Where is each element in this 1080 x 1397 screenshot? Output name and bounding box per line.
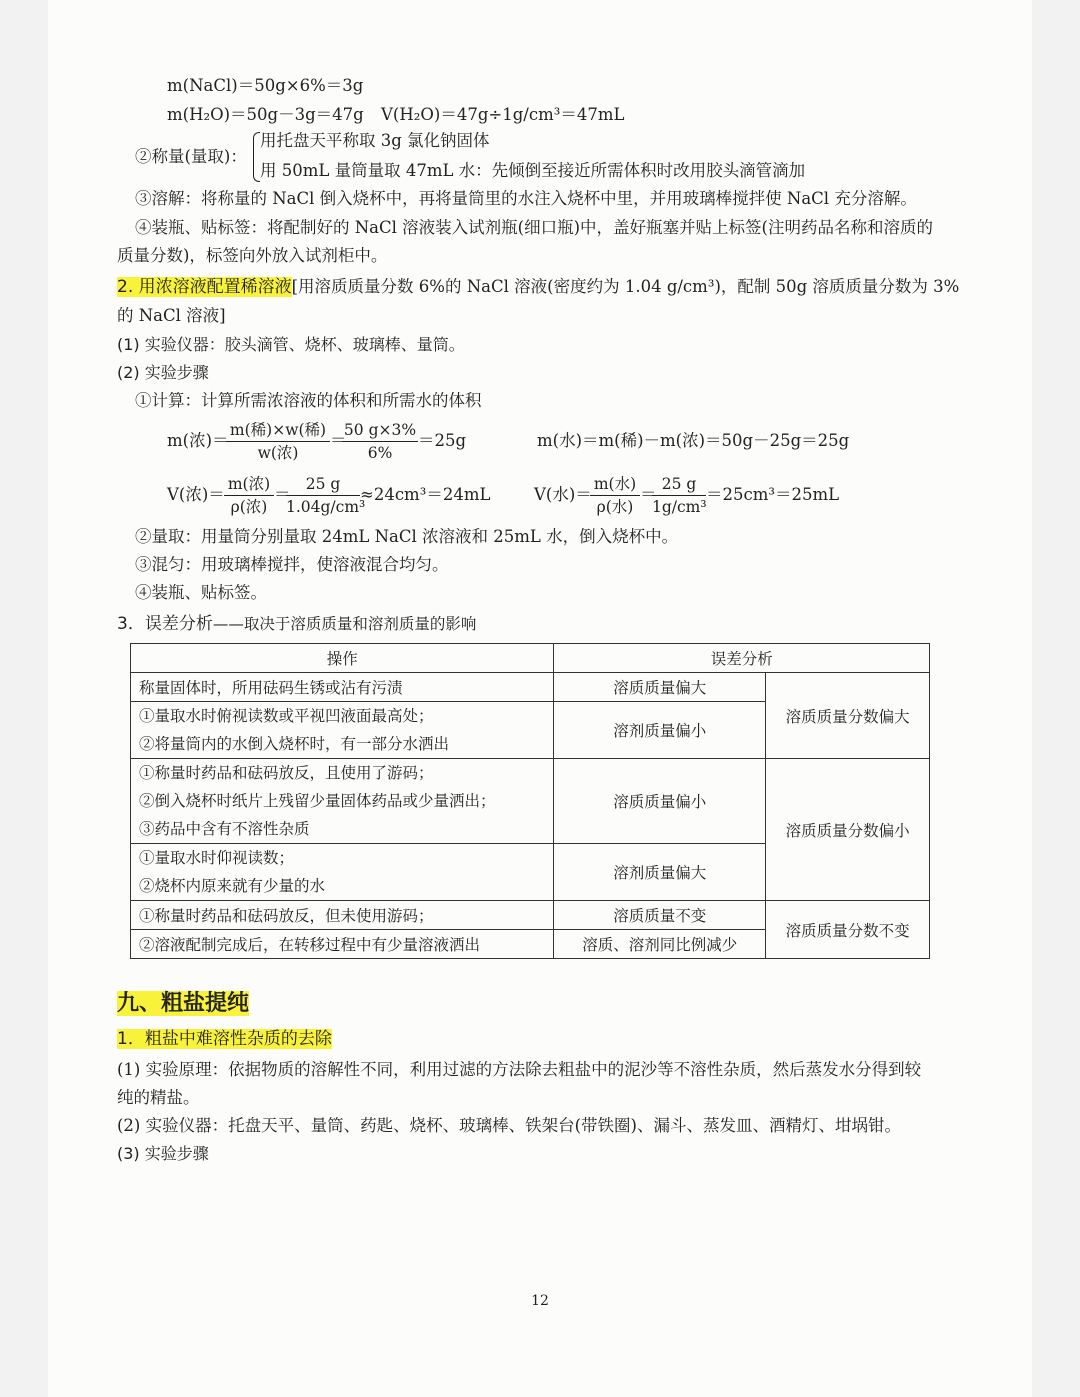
section-3-subtitle: ——取决于溶质质量和溶剂质量的影响 xyxy=(212,615,477,633)
row-6-analysis: 溶质、溶剂同比例减少 xyxy=(554,930,766,959)
section-9-heading xyxy=(117,990,249,1019)
section-2-title: 2. 用浓溶液配置稀溶液 xyxy=(117,277,292,297)
bottle-step-line-1: ④装瓶、贴标签：将配制好的 NaCl 溶液装入试剂瓶(细口瓶)中，盖好瓶塞并贴上标签(注明药品名称和溶质的 xyxy=(135,218,933,237)
weigh-line-2: 用 50mL 量筒量取 47mL 水：先倾倒至接近所需体积时改用胶头滴管滴加 xyxy=(260,161,806,180)
section-3-title: 3．误差分析 xyxy=(117,614,213,634)
formula-2: m(水)＝m(稀)－m(浓)＝50g－25g＝25g xyxy=(537,431,850,450)
formula-1-fraction-a xyxy=(226,420,330,463)
section-2-step-2: ②量取：用量筒分别量取 24mL NaCl 浓溶液和 25mL 水，倒入烧杯中。 xyxy=(135,527,679,546)
calc-m-h2o: m(H₂O)＝50g－3g＝47g xyxy=(167,105,364,124)
row-4-operation-line-2: ②烧杯内原来就有少量的水 xyxy=(139,877,326,895)
section-9-steps: (3) 实验步骤 xyxy=(117,1144,209,1163)
formula-1-den-a: w(浓) xyxy=(257,444,299,462)
formula-3-num-b: 25 g xyxy=(305,475,341,493)
formula-3-rhs: ≈24cm³＝24mL xyxy=(360,485,491,504)
calc-v-h2o: V(H₂O)＝47g÷1g/cm³＝47mL xyxy=(381,105,625,124)
error-analysis-table xyxy=(130,643,930,959)
formula-4-eq: ＝ xyxy=(640,485,657,504)
row-2-operation xyxy=(131,702,554,759)
section-2-desc: [用溶质质量分数 6%的 NaCl 溶液(密度约为 1.04 g/cm³)，配制 50g 溶质质量分数为 3% xyxy=(291,277,960,296)
formula-4-lhs: V(水)＝ xyxy=(534,485,592,504)
formula-1-eq: ＝ xyxy=(330,431,347,450)
formula-4-fraction-a xyxy=(590,474,640,517)
section-2-instruments: (1) 实验仪器：胶头滴管、烧杯、玻璃棒、量筒。 xyxy=(117,335,465,354)
section-9-instruments: (2) 实验仪器：托盘天平、量筒、药匙、烧杯、玻璃棒、铁架台(带铁圈)、漏斗、蒸发皿、酒精灯、坩埚钳。 xyxy=(117,1116,901,1135)
formula-3-num-a: m(浓) xyxy=(227,475,271,493)
section-2-steps-label: (2) 实验步骤 xyxy=(117,363,209,382)
table-header-row xyxy=(131,644,930,673)
formula-1-lhs: m(浓)＝ xyxy=(167,431,229,450)
section-9-sub-heading xyxy=(117,1028,332,1050)
row-5-operation: ①称量时药品和砝码放反，但未使用游码； xyxy=(131,901,554,930)
row-6-operation: ②溶液配制完成后，在转移过程中有少量溶液洒出 xyxy=(131,930,554,959)
section-2-heading xyxy=(117,276,959,298)
header-operation: 操作 xyxy=(131,644,554,673)
row-1-analysis: 溶质质量偏大 xyxy=(554,673,766,702)
formula-1-num-a: m(稀)×w(稀) xyxy=(229,421,327,439)
formula-4-fraction-b xyxy=(652,474,706,517)
section-9-sub-1: 1．粗盐中难溶性杂质的去除 xyxy=(117,1029,332,1049)
group-1-result: 溶质质量分数偏大 xyxy=(766,673,930,759)
section-2-desc-2: 的 NaCl 溶液] xyxy=(117,306,226,325)
section-3-heading xyxy=(117,613,476,635)
page-number: 12 xyxy=(531,1293,549,1309)
row-2-analysis: 溶剂质量偏小 xyxy=(554,702,766,759)
formula-1-rhs: ＝25g xyxy=(418,431,467,450)
formula-4-num-b: 25 g xyxy=(661,475,697,493)
formula-4-den-b: 1g/cm³ xyxy=(652,498,707,516)
row-3-operation-line-2: ②倒入烧杯时纸片上残留少量固体药品或少量洒出； xyxy=(139,792,496,810)
section-2-step-1: ①计算：计算所需浓溶液的体积和所需水的体积 xyxy=(135,391,482,410)
section-9-principle-1: (1) 实验原理：依据物质的溶解性不同，利用过滤的方法除去粗盐中的泥沙等不溶性杂质，然后蒸发水分得到较 xyxy=(117,1060,922,1079)
table-row xyxy=(131,901,930,930)
section-2-step-3: ③混匀：用玻璃棒搅拌，使溶液混合均匀。 xyxy=(135,555,449,574)
bottle-step-line-2: 质量分数)，标签向外放入试剂柜中。 xyxy=(117,246,388,265)
row-4-operation xyxy=(131,844,554,901)
row-3-analysis: 溶质质量偏小 xyxy=(554,759,766,844)
row-2-operation-line-2: ②将量筒内的水倒入烧杯时，有一部分水洒出 xyxy=(139,735,450,753)
row-3-operation-line-1: ①称量时药品和砝码放反，且使用了游码； xyxy=(139,764,434,782)
group-2-result: 溶质质量分数偏小 xyxy=(766,759,930,901)
section-9-principle-2: 纯的精盐。 xyxy=(117,1088,200,1107)
formula-3-lhs: V(浓)＝ xyxy=(167,485,225,504)
formula-4-num-a: m(水) xyxy=(593,475,637,493)
formula-3-fraction-b xyxy=(286,474,366,517)
section-2-step-4: ④装瓶、贴标签。 xyxy=(135,583,267,602)
formula-1-den-b: 6% xyxy=(367,444,393,462)
row-1-operation: 称量固体时，所用砝码生锈或沾有污渍 xyxy=(131,673,554,702)
calc-m-nacl: m(NaCl)＝50g×6%＝3g xyxy=(167,76,364,95)
table-row xyxy=(131,759,930,844)
row-4-operation-line-1: ①量取水时仰视读数； xyxy=(139,849,295,867)
group-3-result: 溶质质量分数不变 xyxy=(766,901,930,959)
formula-4-rhs: ＝25cm³＝25mL xyxy=(706,485,840,504)
section-9-title: 九、粗盐提纯 xyxy=(117,991,250,1016)
row-3-operation xyxy=(131,759,554,844)
row-4-analysis: 溶剂质量偏大 xyxy=(554,844,766,901)
formula-1-fraction-b xyxy=(342,420,418,463)
formula-3-den-b: 1.04g/cm³ xyxy=(286,498,366,516)
formula-1-num-b: 50 g×3% xyxy=(343,421,417,439)
formula-3-fraction-a xyxy=(224,474,274,517)
formula-4-den-a: ρ(水) xyxy=(596,498,634,516)
header-error-analysis: 误差分析 xyxy=(554,644,930,673)
table-row xyxy=(131,673,930,702)
brace-symbol xyxy=(253,132,260,182)
row-2-operation-line-1: ①量取水时俯视读数或平视凹液面最高处； xyxy=(139,707,434,725)
formula-3-den-a: ρ(浓) xyxy=(230,498,268,516)
weigh-line-1: 用托盘天平称取 3g 氯化钠固体 xyxy=(260,131,490,150)
dissolve-step: ③溶解：将称量的 NaCl 倒入烧杯中，再将量筒里的水注入烧杯中里，并用玻璃棒搅拌使 NaCl 充分溶解。 xyxy=(135,189,917,208)
weigh-label: ②称量(量取)： xyxy=(135,147,247,166)
row-3-operation-line-3: ③药品中含有不溶性杂质 xyxy=(139,820,310,838)
formula-3-eq: ＝ xyxy=(274,485,291,504)
row-5-analysis: 溶质质量不变 xyxy=(554,901,766,930)
